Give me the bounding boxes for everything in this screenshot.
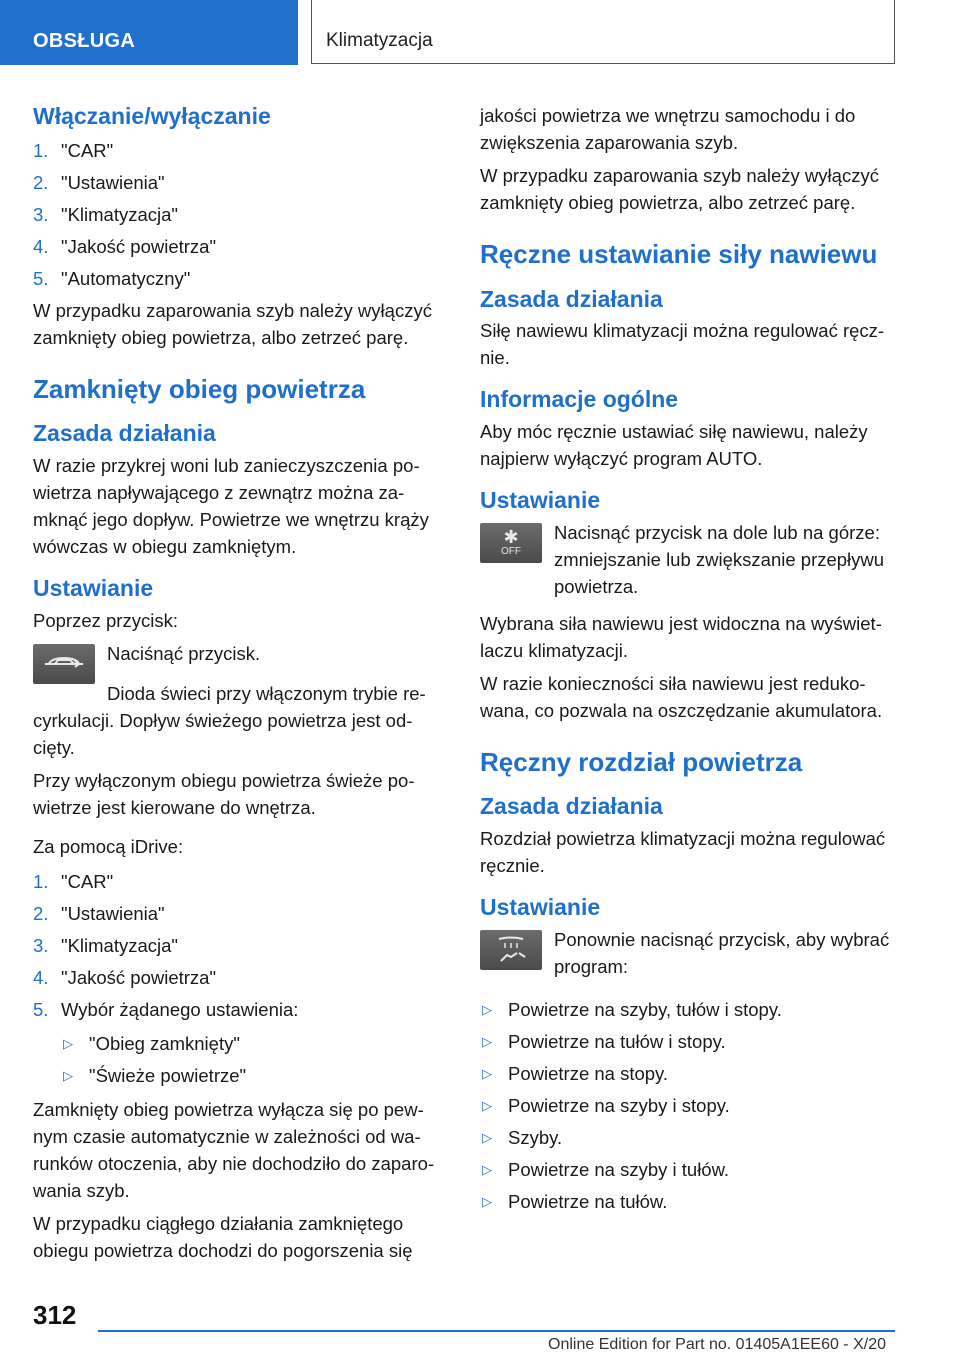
bullet-triangle-icon: ▷ [482,1097,492,1113]
distribution-row [480,926,895,984]
footer-divider [98,1330,895,1332]
air-distribution-icon [480,930,542,970]
recirculation-row [33,640,443,684]
right-column [480,102,895,1222]
list-item: 4. "Jakość powietrza" [33,966,217,988]
list-item: ▷ "Świeże powietrze" [61,1060,443,1092]
paragraph: Aby móc ręcznie ustawiać siłę nawiewu, należy najpierw wyłączyć program AUTO. [480,421,868,469]
heading-onoff: Włączanie/wyłączanie [33,103,271,129]
paragraph: W razie przykrej woni lub zanieczyszczenia powietrza napływającego z zewnątrz można zamknąć jego dopływ. Powietrze we wnętrzu krąży wówczas w obiegu zamkniętym. [33,455,429,557]
recirculation-icon [33,644,95,684]
list-item: ▷ Powietrze na szyby, tułów i stopy. [480,994,895,1026]
heading-setting: Ustawianie [33,575,154,601]
program-list [480,994,895,1218]
heading-principle: Zasada działania [33,420,216,447]
heading-setting: Ustawianie [480,894,601,920]
paragraph: Nacisnąć przycisk na dole lub na górze: zmniejszanie lub zwiększanie przepływu powietrza. [554,521,885,597]
list-item: ▷ "Obieg zamknięty" [61,1028,443,1060]
list-item: ▷ Powietrze na stopy. [480,1058,895,1090]
paragraph: W przypadku zaparowania szyb należy wyłączyć zamknięty obieg powietrza, albo zetrzeć parę. [33,299,432,348]
paragraph: W przypadku ciągłego działania zamkniętego obiegu powietrza dochodzi do pogorszenia się [33,1212,413,1261]
list-item: 5. "Automatyczny" [33,267,191,289]
paragraph: Ponownie nacisnąć przycisk, aby wybrać program: [554,928,890,977]
steps-list-1 [33,135,443,295]
chapter-title: Klimatyzacja [311,0,895,64]
bullet-triangle-icon: ▷ [482,1001,492,1017]
paragraph: Dioda świeci przy włączonym trybie recyrkulacji. Dopływ świeżego powietrza jest odcięty. [33,682,426,758]
section-tab: OBSŁUGA [0,0,298,65]
paragraph: W przypadku zaparowania szyb należy wyłączyć zamknięty obieg powietrza, albo zetrzeć parę. [480,165,879,213]
heading-principle: Zasada działania [480,793,663,820]
list-item: ▷ Powietrze na tułów i stopy. [480,1026,895,1058]
list-item: 5. Wybór żądanego ustawienia: [33,998,299,1020]
steps-list-2 [33,866,443,1026]
heading-distribution: Ręczny rozdział powietrza [480,746,803,777]
bullet-triangle-icon: ▷ [63,1035,73,1051]
paragraph: Naciśnąć przycisk. [107,642,261,664]
list-item: 1. "CAR" [33,139,114,161]
paragraph: Siłę nawiewu klimatyzacji można regulować ręcznie. [480,320,885,369]
list-item: ▷ Powietrze na szyby i stopy. [480,1090,895,1122]
paragraph: jakości powietrza we wnętrzu samochodu i do zwiększenia zaparowania szyb. [480,105,856,153]
footer-edition: Online Edition for Part no. 01405A1EE60 - X/20 [548,1336,886,1353]
bullet-triangle-icon: ▷ [482,1161,492,1177]
sub-options-list [33,1028,443,1092]
paragraph: W razie konieczności siła nawiewu jest redukowana, co pozwala na oszczędzanie akumulatora. [480,672,883,721]
paragraph: Przy wyłączonym obiegu powietrza świeże powietrze jest kierowane do wnętrza. [33,769,415,818]
list-item: 4. "Jakość powietrza" [33,235,217,257]
heading-general: Informacje ogólne [480,386,679,413]
bullet-triangle-icon: ▷ [482,1065,492,1081]
list-item: ▷ Powietrze na tułów. [480,1186,895,1218]
bullet-triangle-icon: ▷ [482,1129,492,1145]
blower-row [480,519,895,604]
heading-setting: Ustawianie [480,487,601,513]
list-item: 1. "CAR" [33,870,114,892]
list-item: 3. "Klimatyzacja" [33,203,178,225]
heading-blower: Ręczne ustawianie siły nawiewu [480,239,878,269]
heading-principle: Zasada działania [480,285,663,312]
bullet-triangle-icon: ▷ [482,1033,492,1049]
paragraph: Rozdział powietrza klimatyzacji można regulować ręcznie. [480,828,886,876]
paragraph: Zamknięty obieg powietrza wyłącza się po pewnym czasie automatycznie w zależności od warunków otoczenia, aby nie dochodziło do zaparowania szyb. [33,1098,435,1201]
left-column [33,102,443,1270]
fan-off-icon: ✱ OFF [480,523,542,563]
list-item: 2. "Ustawienia" [33,171,165,193]
paragraph: Wybrana siła nawiewu jest widoczna na wyświetlaczu klimatyzacji. [480,612,882,661]
list-item: 2. "Ustawienia" [33,902,165,924]
paragraph: Za pomocą iDrive: [33,835,184,857]
bullet-triangle-icon: ▷ [482,1193,492,1209]
page-number: 312 [33,1300,77,1330]
list-item: ▷ Powietrze na szyby i tułów. [480,1154,895,1186]
list-item: 3. "Klimatyzacja" [33,934,178,956]
heading-closed-circuit: Zamknięty obieg powietrza [33,373,366,404]
paragraph: Poprzez przycisk: [33,609,178,631]
list-item: ▷ Szyby. [480,1122,895,1154]
bullet-triangle-icon: ▷ [63,1067,73,1083]
